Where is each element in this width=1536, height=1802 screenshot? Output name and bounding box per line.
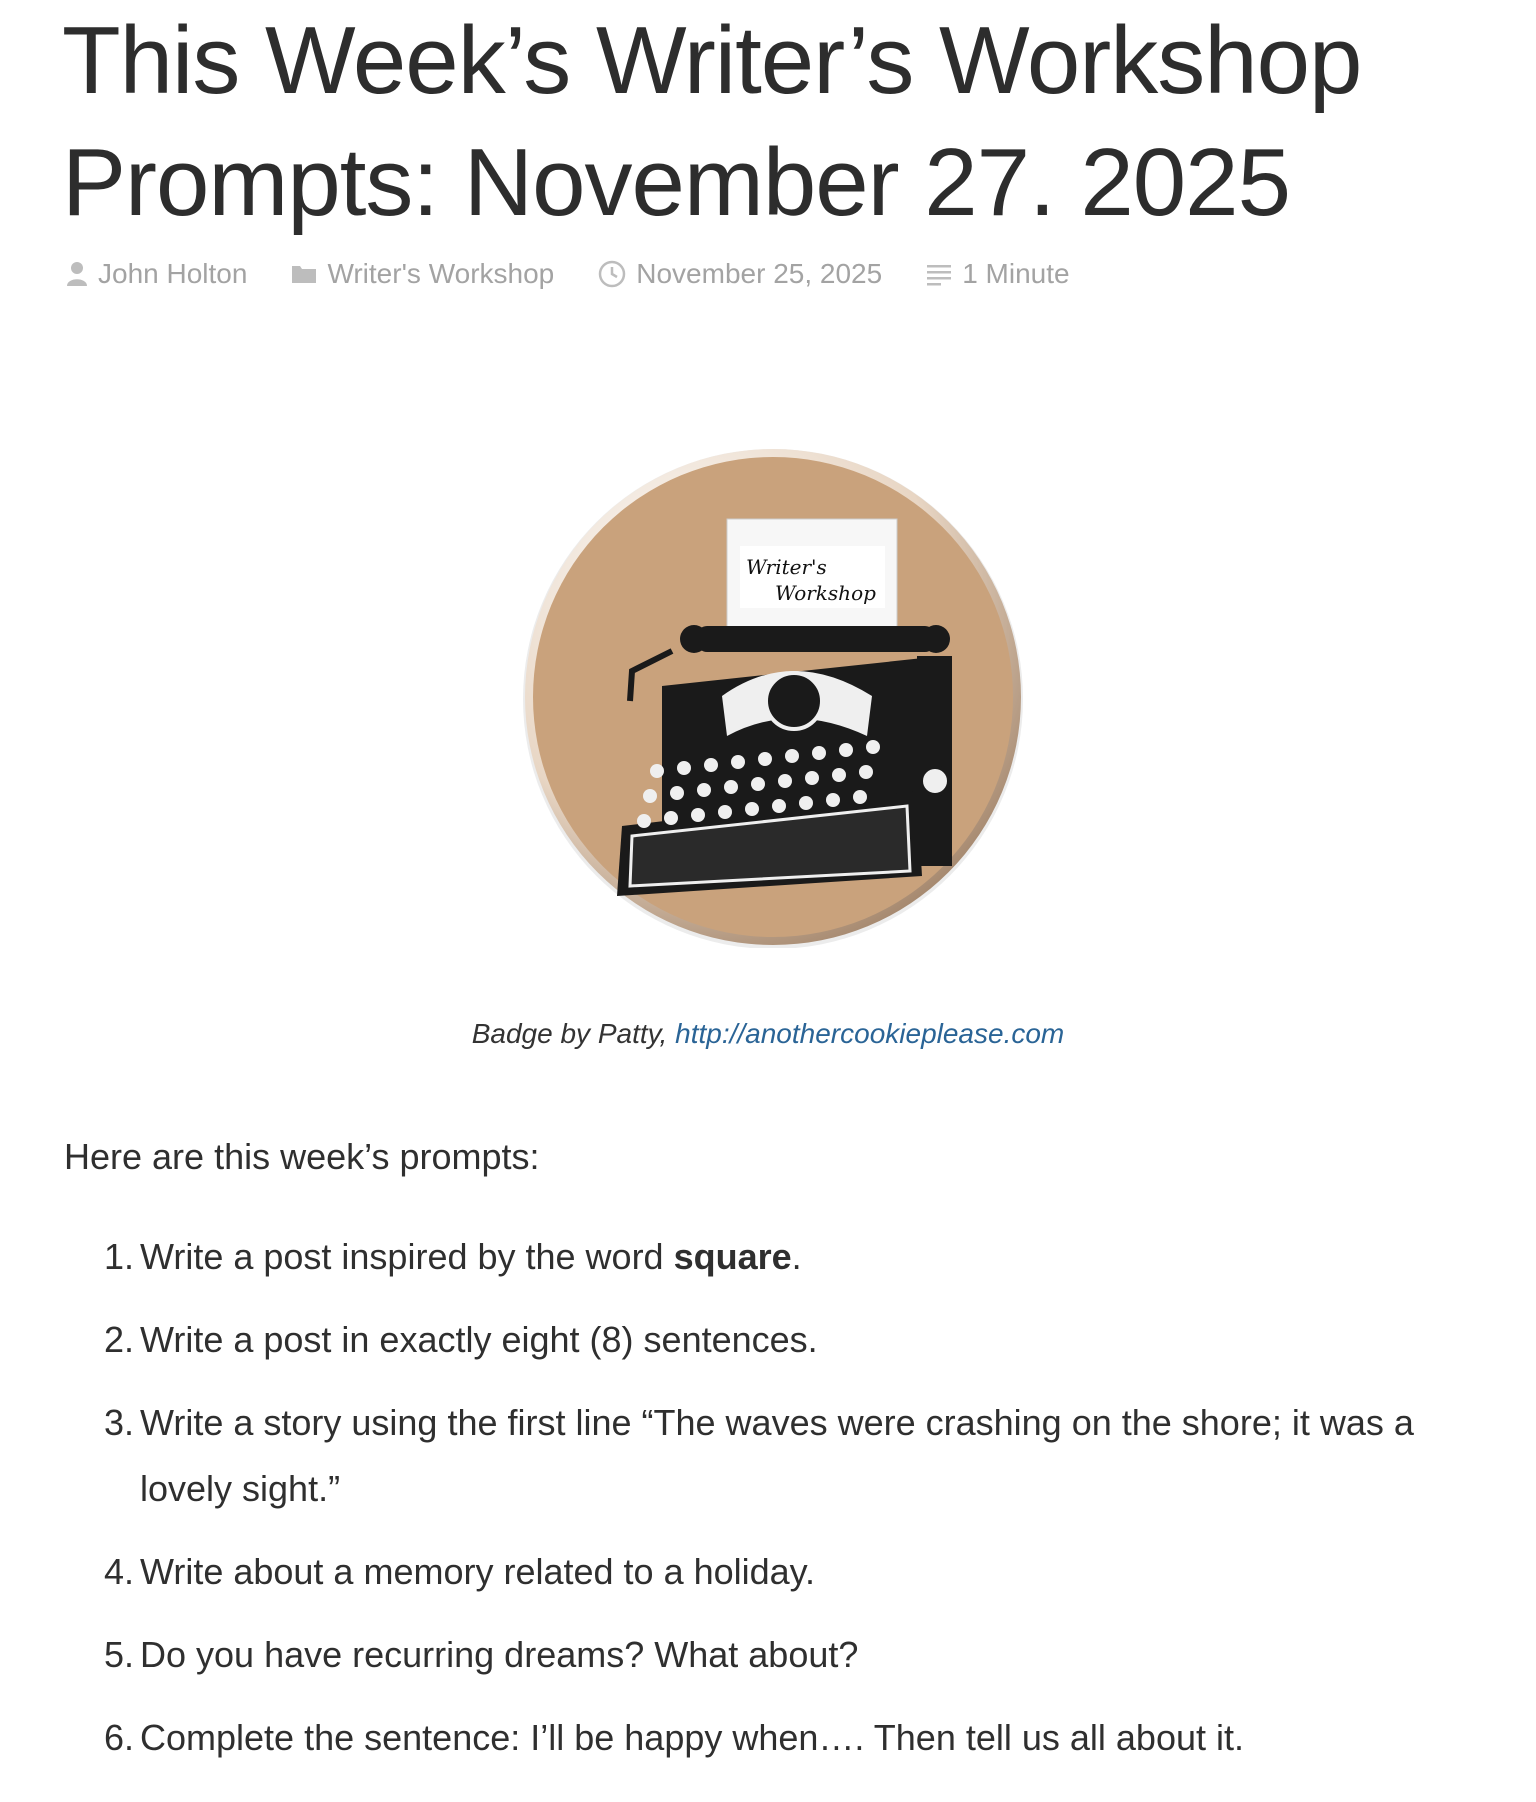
prompt-item	[103, 1224, 1460, 1290]
author-link[interactable]: John Holton	[98, 258, 248, 289]
meta-category	[291, 258, 554, 290]
post-title: This Week’s Writer’s Workshop Prompts: November 27. 2025	[62, 7, 1362, 236]
caption-text: Badge by Patty,	[471, 1018, 676, 1049]
prompt-item	[103, 1705, 1460, 1771]
meta-read-time	[926, 258, 1069, 290]
meta-author	[66, 258, 247, 290]
prompt-number: 2.	[103, 1319, 134, 1360]
date-link[interactable]: November 25, 2025	[636, 258, 883, 289]
clock-icon	[598, 260, 626, 288]
prompt-item	[103, 1539, 1460, 1605]
prompt-number: 1.	[103, 1236, 134, 1277]
prompts-list	[103, 1224, 1460, 1788]
writers-workshop-badge	[522, 446, 1024, 948]
prompt-text: Write a story using the first line “The waves were crashing on the shore; it was a lovely sight.”	[140, 1402, 1414, 1509]
category-link[interactable]: Writer's Workshop	[327, 258, 555, 289]
prompt-text: Do you have recurring dreams? What about?	[140, 1634, 859, 1675]
prompt-item	[103, 1622, 1460, 1688]
user-icon	[66, 261, 88, 287]
prompt-number: 3.	[103, 1402, 134, 1443]
lines-icon	[926, 262, 952, 286]
paper-line-2: Workshop	[775, 581, 876, 605]
prompt-keyword: square	[673, 1236, 792, 1277]
meta-date	[598, 258, 882, 290]
post-meta	[66, 254, 1070, 294]
prompt-number: 4.	[103, 1551, 134, 1592]
prompt-number: 5.	[103, 1634, 134, 1675]
paper-line-1: Writer's	[746, 555, 827, 579]
image-caption	[0, 1018, 1536, 1050]
prompt-number: 6.	[103, 1717, 134, 1758]
caption-link[interactable]: http://anothercookieplease.com	[675, 1018, 1065, 1049]
prompt-text: Write a post inspired by the word	[140, 1236, 674, 1277]
prompt-text: Write about a memory related to a holiday.	[140, 1551, 815, 1592]
prompt-text: Complete the sentence: I’ll be happy when…. Then tell us all about it.	[140, 1717, 1244, 1758]
prompts-intro: Here are this week’s prompts:	[64, 1136, 540, 1177]
prompt-text: Write a post in exactly eight (8) sentences.	[140, 1319, 818, 1360]
prompt-text-end: .	[791, 1236, 802, 1277]
folder-icon	[291, 263, 317, 285]
prompt-item	[103, 1390, 1460, 1522]
read-time: 1 Minute	[962, 258, 1070, 289]
prompt-item	[103, 1307, 1460, 1373]
